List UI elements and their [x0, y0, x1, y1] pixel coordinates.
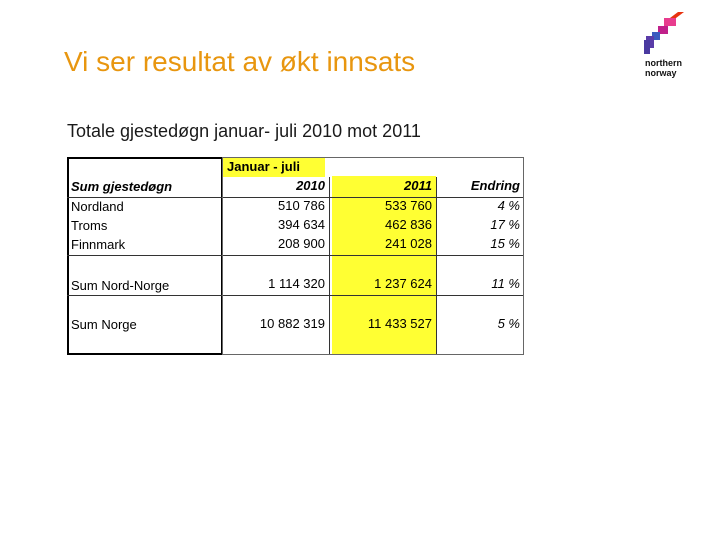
- column-header-2010: 2010: [296, 178, 325, 193]
- cell-finnmark-2011: 241 028: [385, 236, 432, 251]
- cell-nordland-2011: 533 760: [385, 198, 432, 213]
- column-header-2011: 2011: [404, 178, 432, 193]
- cell-sum-norge-change: 5 %: [497, 316, 520, 331]
- cell-sum-norge-2011: 11 433 527: [367, 316, 432, 331]
- cell-sum-norge-2010: 10 882 319: [259, 316, 325, 331]
- logo-line-1: northern: [645, 58, 682, 68]
- row-label-troms: Troms: [71, 218, 108, 233]
- cell-sum-nord-change: 11 %: [491, 276, 520, 291]
- table-subtitle: Totale gjestedøgn januar- juli 2010 mot 2011: [67, 121, 421, 141]
- slide-title: Vi ser resultat av økt innsats: [64, 46, 416, 77]
- row-header: Sum gjestedøgn: [71, 179, 173, 194]
- row-label-finnmark: Finnmark: [71, 237, 126, 252]
- cell-troms-change: 17 %: [490, 217, 520, 232]
- logo-line-2: norway: [645, 68, 677, 78]
- cell-troms-2011: 462 836: [385, 217, 432, 232]
- cell-troms-2010: 394 634: [278, 217, 325, 232]
- row-label-sum-nord-norge: Sum Nord-Norge: [71, 278, 170, 293]
- cell-finnmark-2010: 208 900: [278, 236, 325, 251]
- row-label-nordland: Nordland: [71, 199, 124, 214]
- period-label: Januar - juli: [227, 159, 300, 174]
- cell-sum-nord-2010: 1 114 320: [268, 276, 325, 291]
- row-label-sum-norge: Sum Norge: [71, 317, 137, 332]
- column-header-change: Endring: [470, 178, 520, 193]
- cell-nordland-change: 4 %: [497, 198, 520, 213]
- cell-finnmark-change: 15 %: [490, 236, 520, 251]
- guest-nights-table: [67, 157, 524, 355]
- cell-nordland-2010: 510 786: [278, 198, 325, 213]
- cell-sum-nord-2011: 1 237 624: [374, 276, 432, 291]
